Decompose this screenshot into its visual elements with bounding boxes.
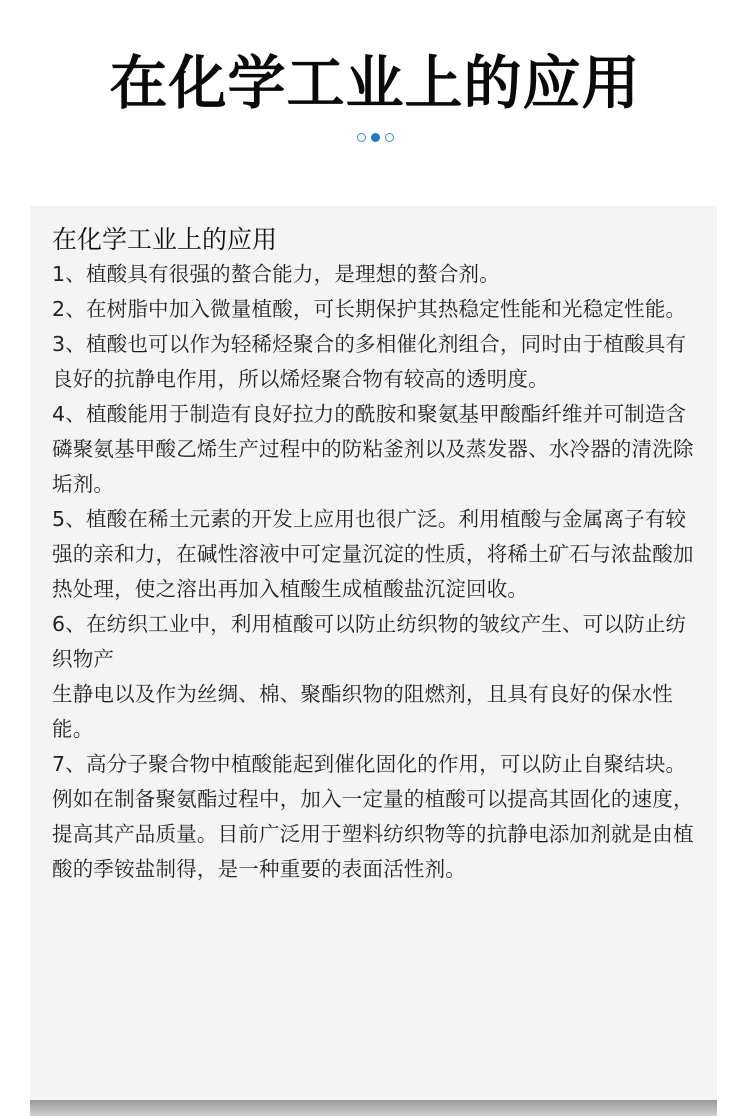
- paragraph-4: 4、植酸能用于制造有良好拉力的酰胺和聚氨基甲酸酯纤维并可制造含磷聚氨基甲酸乙烯生产过程中的防粘釜剂以及蒸发器、水冷器的清洗除垢剂。: [52, 402, 694, 496]
- paragraph-3: 3、植酸也可以作为轻稀烃聚合的多相催化剂组合，同时由于植酸具有良好的抗静电作用，所以烯烃聚合物有较高的透明度。: [52, 332, 687, 391]
- carousel-pager: [0, 133, 750, 142]
- paragraph-6a: 6、在纺织工业中，利用植酸可以防止纺织物的皱纹产生、可以防止纺织物产: [52, 612, 687, 671]
- pager-dot-1[interactable]: [357, 133, 366, 142]
- paragraph-6b: 生静电以及作为丝绸、棉、聚酯织物的阻燃剂，且具有良好的保水性能。: [52, 682, 673, 741]
- bottom-shadow-bar: [30, 1100, 717, 1116]
- content-card: [30, 206, 717, 1100]
- pager-dot-3[interactable]: [385, 133, 394, 142]
- paragraph-7: 7、高分子聚合物中植酸能起到催化固化的作用，可以防止自聚结块。例如在制备聚氨酯过程中，加入一定量的植酸可以提高其固化的速度，提高其产品质量。目前广泛用于塑料纺织物等的抗静电添加剂就是由植酸的季铵盐制得，是一种重要的表面活性剂。: [52, 752, 694, 881]
- card-heading: 在化学工业上的应用: [52, 225, 278, 254]
- paragraph-1: 1、植酸具有很强的螯合能力，是理想的螯合剂。: [52, 262, 500, 286]
- paragraph-2: 2、在树脂中加入微量植酸，可长期保护其热稳定性能和光稳定性能。: [52, 297, 687, 321]
- paragraph-5: 5、植酸在稀土元素的开发上应用也很广泛。利用植酸与金属离子有较强的亲和力，在碱性溶液中可定量沉淀的性质，将稀土矿石与浓盐酸加热处理，使之溶出再加入植酸生成植酸盐沉淀回收。: [52, 507, 694, 601]
- pager-dot-2-active[interactable]: [371, 133, 380, 142]
- page-title: 在化学工业上的应用: [109, 49, 641, 117]
